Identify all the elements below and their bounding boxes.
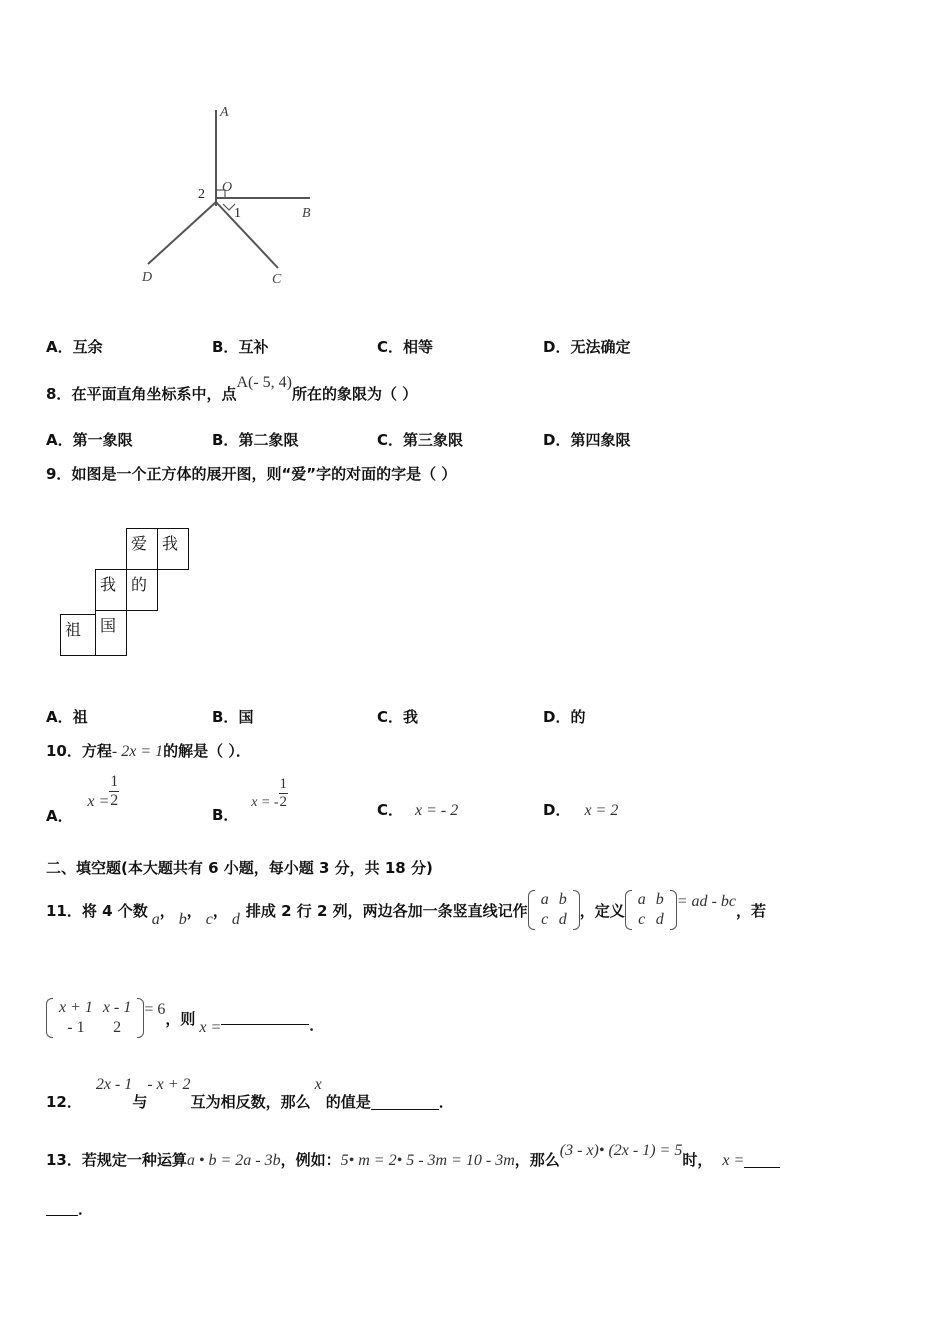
q11-determinant-definition: a b c d <box>625 890 677 930</box>
q11-answer-blank[interactable] <box>221 1023 309 1025</box>
label-b: B <box>302 206 311 221</box>
q13-answer-blank-part2[interactable] <box>46 1214 78 1216</box>
q11-given-determinant: x + 1 x - 1 - 1 2 <box>46 998 144 1038</box>
ray-od <box>148 202 216 264</box>
ray-oc <box>216 202 278 268</box>
q7-option-a: A．互余 <box>46 338 103 356</box>
angle-figure <box>130 98 330 290</box>
net-cell-ai: 爱 <box>126 528 158 570</box>
net-cell-wo-top: 我 <box>157 528 189 570</box>
q13-line2: ． <box>46 1198 93 1219</box>
q7-option-b: B．互补 <box>212 338 269 356</box>
q9-option-b: B．国 <box>212 708 254 726</box>
label-a: A <box>220 105 229 120</box>
section-2-title: 二、填空题(本大题共有 6 小题，每小题 3 分，共 18 分) <box>46 859 433 877</box>
q11-line1: 11． 将 4 个数 a ， b ， c ， d 排成 2 行 2 列，两边各加一条竖直线记作 a b c d ，定义 a b c d = ad - bc ，若 <box>46 891 766 928</box>
q9-option-a: A．祖 <box>46 708 88 726</box>
q13-answer-blank-part1[interactable] <box>744 1166 780 1168</box>
q10-stem: 10．方程- 2x = 1的解是（ ）． <box>46 742 251 760</box>
q9-option-c: C．我 <box>377 708 419 726</box>
net-cell-zu: 祖 <box>60 614 96 656</box>
q7-option-d: D．无法确定 <box>543 338 631 356</box>
q8-option-c: C．第三象限 <box>377 431 464 449</box>
q8-point: A(- 5, 4) <box>236 374 292 391</box>
label-o: O <box>222 180 233 195</box>
q9-option-d: D．的 <box>543 708 586 726</box>
q8-option-d: D．第四象限 <box>543 431 631 449</box>
label-c: C <box>272 272 282 287</box>
q9-stem: 9．如图是一个正方体的展开图，则“爱”字的对面的字是（ ） <box>46 465 457 483</box>
q7-option-c: C．相等 <box>377 338 434 356</box>
label-d: D <box>142 270 153 285</box>
label-angle-2: 2 <box>198 187 205 202</box>
q11-determinant-notation: a b c d <box>528 890 580 930</box>
q13-line: 13． 若规定一种运算 a • b = 2a - 3b ，例如： 5• m = 2• 5 - 3m = 10 - 3m ，那么 (3 - x)• (2x - 1) = 5 时， x = <box>46 1138 780 1170</box>
q10-equation: - 2x = 1 <box>111 743 164 760</box>
net-cell-de: 的 <box>126 569 158 611</box>
q8-option-a: A．第一象限 <box>46 431 133 449</box>
label-angle-1: 1 <box>234 206 241 221</box>
q10-option-d: D． x = 2 <box>543 801 619 819</box>
q10-option-a: A． x = $\frac{1}{2}$ <box>46 773 119 825</box>
net-cell-wo-mid: 我 <box>95 569 127 611</box>
q12-answer-blank[interactable] <box>371 1108 439 1110</box>
q10-option-c: C． x = - 2 <box>377 801 459 819</box>
q10-option-b: B． x = - $\frac{1}{2}$ <box>212 776 288 824</box>
q8-stem: 8．在平面直角坐标系中，点A(- 5, 4)所在的象限为（ ） <box>46 374 418 403</box>
q12-line: 12． 2x - 1 与 - x + 2 互为相反数，那么 x 的值是 ． <box>46 1076 454 1111</box>
q8-option-b: B．第二象限 <box>212 431 299 449</box>
net-cell-guo: 国 <box>95 610 127 656</box>
q11-line2: x + 1 x - 1 - 1 2 = 6 ，则 x = ． <box>46 990 324 1046</box>
